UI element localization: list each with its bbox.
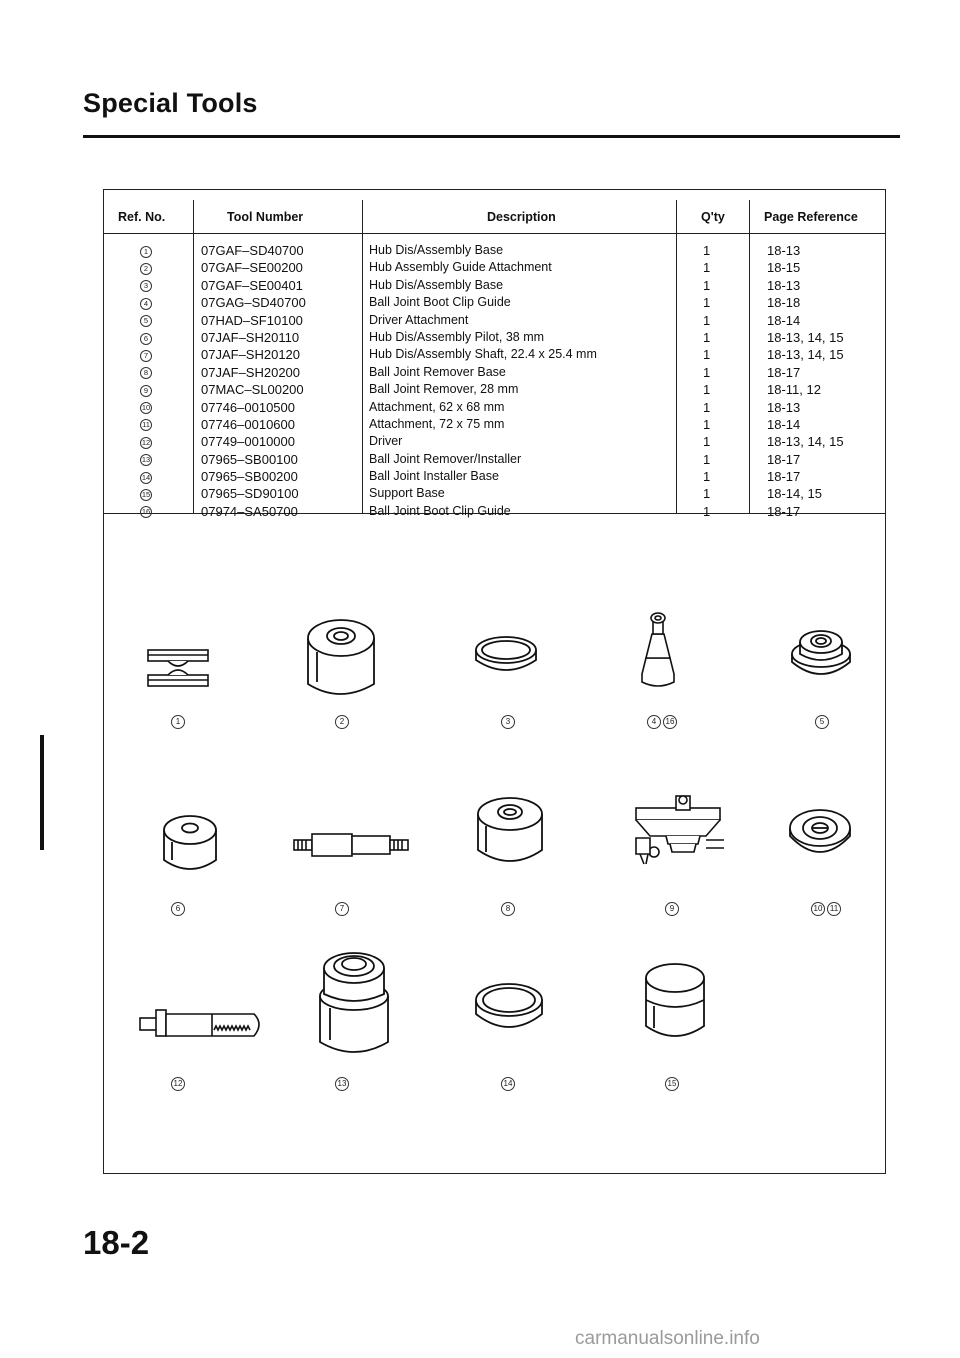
header-divider: [104, 233, 886, 234]
table-cell-tool: 07749–0010000: [201, 434, 295, 450]
table-cell-qty: 1: [703, 451, 711, 467]
tool-14-installer-base-drawing: [470, 978, 548, 1042]
table-cell-tool: 07JAF–SH20200: [201, 364, 301, 380]
page-title: Special Tools: [83, 88, 258, 118]
tool-6-caption: 6: [138, 902, 218, 916]
title-rule: [83, 135, 900, 138]
table-cell-description: Hub Dis/Assembly Base: [369, 243, 504, 257]
table-row-ref: 8: [126, 364, 166, 381]
tool-1-caption: 1: [138, 715, 218, 729]
table-cell-tool: 07965–SB00200: [201, 469, 298, 485]
table-cell-tool: 07974–SA50700: [201, 503, 298, 519]
table-cell-description: Hub Dis/Assembly Base: [369, 277, 504, 292]
column-divider: [676, 200, 677, 513]
tool-6-hub-pilot-drawing: [158, 808, 222, 876]
table-cell-description: Attachment, 72 x 75 mm: [369, 416, 505, 431]
ref-number-column: [126, 242, 166, 520]
page-number: 18-2: [83, 1224, 150, 1261]
table-row-ref: 10: [141, 403, 151, 413]
table-cell-qty: 1: [703, 503, 711, 519]
table-cell-description: Hub Dis/Assembly Shaft, 22.4 x 25.4 mm: [369, 347, 597, 362]
table-cell-qty: 1: [703, 469, 711, 485]
header-ref-no: Ref. No.: [118, 210, 166, 224]
table-cell-qty: 1: [703, 243, 711, 258]
table-row-ref: 14: [141, 472, 151, 482]
table-cell-tool: 07JAF–SH20120: [201, 347, 301, 363]
table-row-ref: 11: [126, 416, 166, 433]
table-cell-page-ref: 18-17: [767, 469, 801, 485]
tool-number-column: [201, 242, 306, 520]
tool-7-caption: 7: [302, 902, 382, 916]
table-row-ref: 13: [141, 455, 151, 465]
header-qty: Q'ty: [701, 210, 725, 224]
table-cell-page-ref: 18-17: [767, 364, 801, 380]
tool-9-caption: 9: [632, 902, 712, 916]
table-cell-page-ref: 18-18: [767, 295, 801, 311]
qty-column: [703, 242, 710, 520]
tool-8-caption: 8: [468, 902, 548, 916]
tool-15-caption: 15: [632, 1077, 712, 1091]
tool-13-remover-installer-drawing: [306, 948, 402, 1060]
table-cell-page-ref: 18-13: [767, 399, 801, 415]
table-cell-page-ref: 18-17: [767, 503, 801, 519]
table-row-ref: 16: [141, 507, 151, 517]
table-cell-tool: 07746–0010600: [201, 416, 295, 432]
table-cell-qty: 1: [703, 329, 711, 345]
header-description: Description: [487, 210, 556, 224]
tool-5-caption: 5: [782, 715, 862, 729]
table-cell-description: Hub Dis/Assembly Pilot, 38 mm: [369, 329, 545, 344]
table-cell-qty: 1: [703, 486, 711, 502]
header-page-reference: Page Reference: [764, 210, 858, 224]
table-cell-qty: 1: [703, 434, 711, 450]
table-cell-tool: 07JAF–SH20110: [201, 329, 300, 345]
table-cell-description: Ball Joint Boot Clip Guide: [369, 295, 511, 310]
table-cell-qty: 1: [703, 399, 711, 415]
table-cell-page-ref: 18-15: [767, 260, 801, 276]
tool-3-hub-base-drawing: [470, 632, 546, 680]
table-cell-tool: 07GAF–SE00200: [201, 260, 303, 276]
table-cell-page-ref: 18-13, 14, 15: [767, 347, 844, 363]
table-cell-page-ref: 18-17: [767, 451, 801, 467]
table-row-ref: 15: [141, 490, 151, 500]
table-cell-description: Ball Joint Remover Base: [369, 364, 506, 379]
table-cell-page-ref: 18-11, 12: [767, 382, 821, 398]
table-cell-description: Ball Joint Boot Clip Guide: [369, 503, 511, 518]
table-cell-qty: 1: [703, 347, 711, 363]
table-cell-tool: 07GAG–SD40700: [201, 295, 306, 311]
table-row-ref: 12: [141, 437, 151, 447]
table-cell-description: Hub Assembly Guide Attachment: [369, 260, 552, 275]
watermark: carmanualsonline.info: [575, 1328, 760, 1349]
header-tool-number: Tool Number: [227, 210, 304, 224]
table-cell-page-ref: 18-14, 15: [767, 486, 822, 502]
tool-4-boot-clip-guide-drawing: [630, 608, 686, 692]
tool-12-driver-drawing: [136, 1002, 268, 1048]
table-cell-qty: 1: [703, 364, 711, 380]
table-cell-description: Attachment, 62 x 68 mm: [369, 399, 505, 414]
table-cell-page-ref: 18-14: [767, 312, 801, 328]
table-cell-qty: 1: [703, 312, 711, 328]
tool-2-caption: 2: [302, 715, 382, 729]
table-cell-page-ref: 18-13, 14, 15: [767, 434, 844, 450]
table-row-ref: 2: [126, 259, 166, 276]
tool-9-ball-joint-remover-drawing: [626, 792, 730, 872]
table-cell-page-ref: 18-13: [767, 243, 801, 258]
description-column: [369, 242, 597, 520]
table-row-ref: 7: [126, 346, 166, 363]
table-cell-tool: 07HAD–SF10100: [201, 312, 303, 328]
table-cell-description: Support Base: [369, 486, 445, 501]
tool-8-remover-base-drawing: [472, 790, 548, 874]
table-cell-description: Driver: [369, 434, 403, 449]
column-divider: [749, 200, 750, 513]
tool-4-16-caption: 4 16: [622, 715, 702, 729]
tool-15-support-base-drawing: [640, 956, 710, 1046]
tool-1-hub-base-drawing: [140, 645, 220, 695]
page-reference-column: [767, 242, 844, 520]
tool-5-driver-attachment-drawing: [786, 620, 856, 688]
table-cell-qty: 1: [703, 416, 711, 432]
tool-10-11-caption: 10 11: [786, 902, 866, 916]
table-cell-tool: 07746–0010500: [201, 399, 295, 415]
table-cell-qty: 1: [703, 260, 711, 276]
table-cell-tool: 07GAF–SD40700: [201, 243, 304, 258]
table-cell-description: Ball Joint Remover/Installer: [369, 451, 522, 466]
table-cell-description: Ball Joint Installer Base: [369, 469, 499, 484]
tool-2-guide-attachment-drawing: [300, 612, 384, 704]
tool-7-hub-shaft-drawing: [290, 828, 414, 862]
table-cell-description: Driver Attachment: [369, 312, 469, 327]
table-cell-page-ref: 18-13: [767, 277, 801, 293]
tool-14-caption: 14: [468, 1077, 548, 1091]
table-row-ref: 3: [126, 277, 166, 294]
column-divider: [362, 200, 363, 513]
table-row-ref: 4: [126, 294, 166, 311]
table-cell-page-ref: 18-14: [767, 416, 801, 432]
tool-3-caption: 3: [468, 715, 548, 729]
section-tab-bar: [40, 735, 44, 850]
table-row-ref: 5: [126, 312, 166, 329]
table-cell-tool: 07965–SD90100: [201, 486, 299, 502]
table-cell-page-ref: 18-13, 14, 15: [767, 329, 844, 345]
tool-12-caption: 12: [138, 1077, 218, 1091]
tool-13-caption: 13: [302, 1077, 382, 1091]
table-cell-description: Ball Joint Remover, 28 mm: [369, 382, 519, 397]
table-cell-tool: 07MAC–SL00200: [201, 382, 304, 398]
table-cell-tool: 07965–SB00100: [201, 451, 298, 467]
table-row-ref: 1: [126, 242, 166, 259]
column-divider: [193, 200, 194, 513]
table-cell-qty: 1: [703, 382, 711, 398]
tool-10-11-attachment-drawing: [784, 800, 856, 870]
table-cell-tool: 07GAF–SE00401: [201, 277, 303, 293]
table-cell-qty: 1: [703, 277, 711, 293]
table-cell-qty: 1: [703, 295, 711, 311]
table-row-ref: 6: [126, 329, 166, 346]
table-row-ref: 9: [126, 381, 166, 398]
